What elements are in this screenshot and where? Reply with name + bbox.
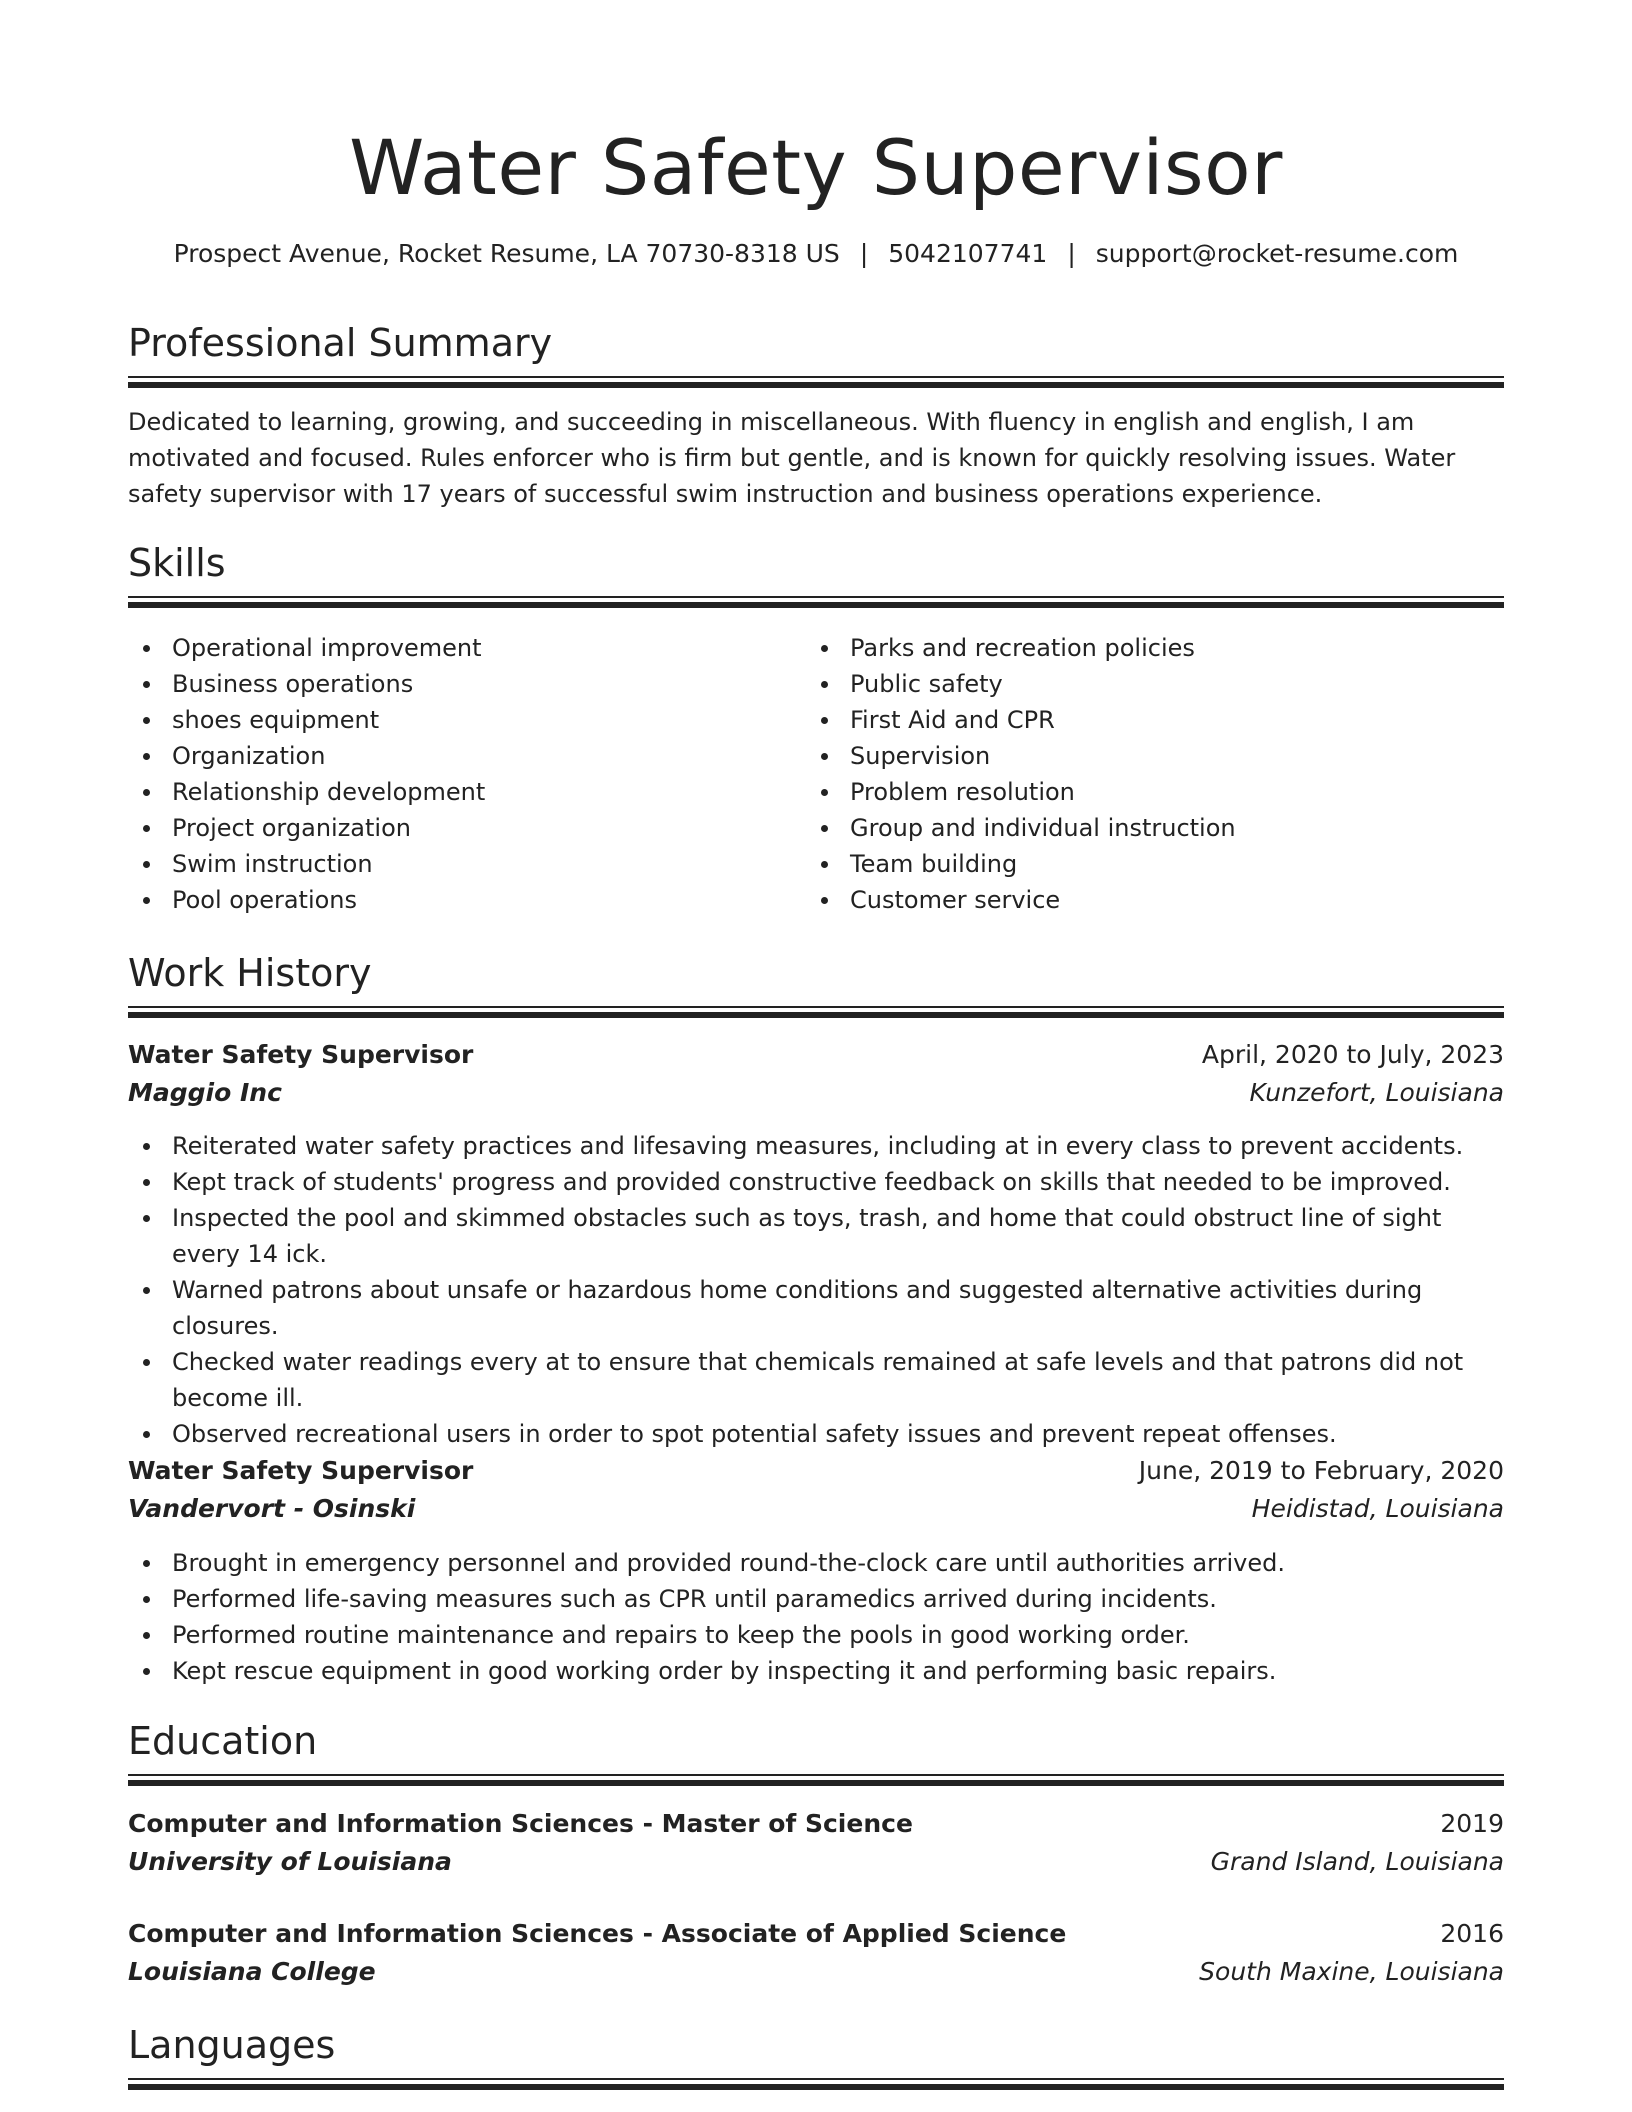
job-dates: April, 2020 to July, 2023 bbox=[1201, 1040, 1504, 1069]
skill-item: First Aid and CPR bbox=[850, 702, 1470, 738]
job-dates: June, 2019 to February, 2020 bbox=[1138, 1456, 1504, 1485]
education-school: Louisiana College bbox=[128, 1957, 376, 1986]
skill-item: Public safety bbox=[850, 666, 1470, 702]
job-title: Water Safety Supervisor bbox=[128, 1456, 474, 1485]
contact-separator: | bbox=[859, 239, 869, 268]
job-duties-list bbox=[128, 1545, 1504, 1689]
section-divider bbox=[128, 2078, 1504, 2092]
skill-item: Swim instruction bbox=[172, 846, 792, 882]
skill-item: Problem resolution bbox=[850, 774, 1470, 810]
education-subheader bbox=[128, 1844, 1504, 1880]
job-company: Vandervort - Osinski bbox=[128, 1494, 416, 1523]
education-location: South Maxine, Louisiana bbox=[1199, 1957, 1504, 1986]
job-title: Water Safety Supervisor bbox=[128, 1040, 474, 1069]
education-degree: Computer and Information Sciences - Master of Science bbox=[128, 1809, 913, 1838]
contact-separator: | bbox=[1067, 239, 1076, 268]
skill-item: Customer service bbox=[850, 882, 1470, 918]
skills-list-left bbox=[128, 630, 792, 918]
section-divider bbox=[128, 1774, 1504, 1788]
section-title-work-history: Work History bbox=[128, 951, 372, 995]
section-title-summary: Professional Summary bbox=[128, 321, 553, 365]
skill-item: Organization bbox=[172, 738, 792, 774]
education-subheader bbox=[128, 1954, 1504, 1990]
job-duty: Performed life-saving measures such as CPR until paramedics arrived during incidents. bbox=[172, 1581, 1504, 1617]
job-duty: Kept rescue equipment in good working order by inspecting it and performing basic repairs. bbox=[172, 1653, 1504, 1689]
skill-item: Group and individual instruction bbox=[850, 810, 1470, 846]
job-duties bbox=[128, 1545, 1504, 1689]
job-duty: Kept track of students' progress and provided constructive feedback on skills that needed to be improved. bbox=[172, 1164, 1504, 1200]
skill-item: Supervision bbox=[850, 738, 1470, 774]
job-duties bbox=[128, 1128, 1504, 1452]
job-duty: Reiterated water safety practices and lifesaving measures, including at in every class to prevent accidents. bbox=[172, 1128, 1504, 1164]
section-title-skills: Skills bbox=[128, 541, 226, 585]
job-subheader bbox=[128, 1491, 1504, 1527]
contact-email[interactable]: support@rocket-resume.com bbox=[1095, 239, 1459, 268]
job-location: Kunzefort, Louisiana bbox=[1249, 1078, 1504, 1107]
job-duty: Checked water readings every at to ensure that chemicals remained at safe levels and that patrons did not become ill. bbox=[172, 1344, 1504, 1416]
section-divider bbox=[128, 1006, 1504, 1020]
skill-item: shoes equipment bbox=[172, 702, 792, 738]
job-duty: Warned patrons about unsafe or hazardous home conditions and suggested alternative activities during closures. bbox=[172, 1272, 1504, 1344]
job-location: Heidistad, Louisiana bbox=[1251, 1494, 1504, 1523]
skill-item: Parks and recreation policies bbox=[850, 630, 1470, 666]
contact-phone[interactable]: 5042107741 bbox=[888, 239, 1048, 268]
education-location: Grand Island, Louisiana bbox=[1210, 1847, 1504, 1876]
job-header bbox=[128, 1453, 1504, 1489]
summary-text: Dedicated to learning, growing, and succeeding in miscellaneous. With fluency in english and english, I am motivated and focused. Rules enforcer who is firm but gentle, and is known for quickly resolving issues. Water safety supervisor with 17 years of successful swim instruction and business operations experience. bbox=[128, 408, 1456, 508]
job-header bbox=[128, 1037, 1504, 1073]
skill-item: Relationship development bbox=[172, 774, 792, 810]
job-duties-list bbox=[128, 1128, 1504, 1452]
education-header bbox=[128, 1916, 1504, 1952]
education-degree: Computer and Information Sciences - Associate of Applied Science bbox=[128, 1919, 1067, 1948]
job-duty: Performed routine maintenance and repairs to keep the pools in good working order. bbox=[172, 1617, 1504, 1653]
education-year: 2019 bbox=[1440, 1809, 1504, 1838]
section-divider bbox=[128, 596, 1504, 610]
candidate-name: Water Safety Supervisor bbox=[349, 123, 1283, 212]
skill-item: Team building bbox=[850, 846, 1470, 882]
skill-item: Pool operations bbox=[172, 882, 792, 918]
education-school: University of Louisiana bbox=[128, 1847, 452, 1876]
skill-item: Operational improvement bbox=[172, 630, 792, 666]
job-duty: Brought in emergency personnel and provided round-the-clock care until authorities arrived. bbox=[172, 1545, 1504, 1581]
education-header bbox=[128, 1806, 1504, 1842]
job-subheader bbox=[128, 1075, 1504, 1111]
contact-address: Prospect Avenue, Rocket Resume, LA 70730-8318 US bbox=[173, 239, 840, 268]
skill-item: Business operations bbox=[172, 666, 792, 702]
contact-line bbox=[128, 236, 1504, 272]
skills-list-right bbox=[806, 630, 1470, 918]
education-year: 2016 bbox=[1440, 1919, 1504, 1948]
section-title-languages: Languages bbox=[128, 2023, 336, 2067]
job-company: Maggio Inc bbox=[128, 1078, 282, 1107]
skill-item: Project organization bbox=[172, 810, 792, 846]
job-duty: Inspected the pool and skimmed obstacles such as toys, trash, and home that could obstruct line of sight every 14 ick. bbox=[172, 1200, 1504, 1272]
section-divider bbox=[128, 376, 1504, 390]
section-title-education: Education bbox=[128, 1719, 318, 1763]
job-duty: Observed recreational users in order to spot potential safety issues and prevent repeat offenses. bbox=[172, 1416, 1504, 1452]
